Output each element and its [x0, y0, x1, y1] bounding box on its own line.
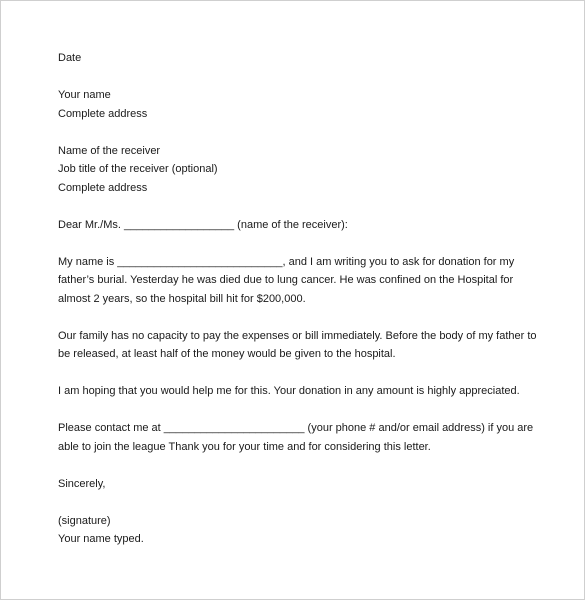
date-line: Date — [58, 52, 82, 64]
typed-name: Your name typed. — [58, 533, 144, 545]
letter-body — [58, 49, 537, 549]
paragraph-3-line-1: I am hoping that you would help me for this. Your donation in any amount is highly appreciated. — [58, 385, 520, 397]
paragraph-4-line-1: Please contact me at _______________________ (your phone # and/or email address) if you are — [58, 422, 534, 434]
paragraph-3 — [58, 382, 528, 401]
paragraph-4 — [58, 419, 534, 456]
sender-address: Complete address — [58, 107, 148, 120]
paragraph-1-line-2: father’s burial. Yesterday he was died due to lung cancer. He was confined on the Hospital for — [58, 274, 514, 286]
sender-block — [58, 86, 528, 123]
receiver-job-title: Job title of the receiver (optional) — [58, 163, 218, 175]
paragraph-2-line-1: Our family has no capacity to pay the expenses or bill immediately. Before the body of my father to — [58, 329, 537, 342]
receiver-block — [58, 142, 528, 198]
paragraph-1-line-3: almost 2 years, so the hospital bill hit for $200,000. — [58, 292, 306, 305]
paragraph-4-line-2: able to join the league Thank you for your time and for considering this letter. — [58, 440, 431, 453]
paragraph-2-line-2: be released, at least half of the money would be given to the hospital. — [58, 348, 396, 360]
signature-block — [58, 512, 528, 549]
signature: (signature) — [58, 514, 111, 527]
paragraph-2 — [58, 327, 537, 364]
paragraph-1 — [58, 253, 528, 309]
receiver-address: Complete address — [58, 181, 148, 194]
paragraph-1-line-1: My name is ___________________________, and I am writing you to ask for donation for my — [58, 255, 515, 268]
closing: Sincerely, — [58, 477, 106, 490]
date-block — [58, 49, 528, 68]
salutation-block — [58, 216, 528, 235]
salutation: Dear Mr./Ms. __________________ (name of the receiver): — [58, 218, 348, 231]
sender-name: Your name — [58, 89, 111, 101]
closing-block — [58, 475, 528, 494]
receiver-name: Name of the receiver — [58, 144, 161, 157]
